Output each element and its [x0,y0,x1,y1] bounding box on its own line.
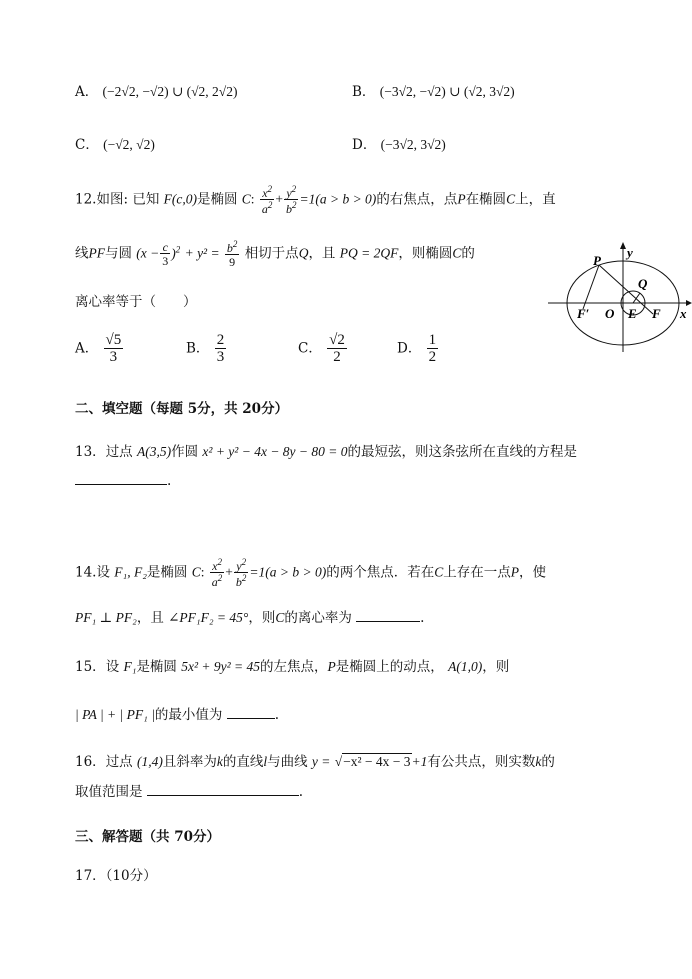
math: A(3,5) [136,444,172,459]
text: 是椭圆上的动点， [335,659,444,675]
fraction-y2-b2: $\frac{y^2}{b^2}$ [235,557,247,589]
math: F₁, F₂ [114,564,147,580]
text: 过点 [105,754,133,770]
text: 设 [96,564,110,581]
text: 的 [461,245,475,262]
text: 在椭圆 [465,191,507,208]
sqrt-expression: √−x² − 4x − 3 [334,754,411,769]
option-label: A． [75,84,99,100]
math: y = [311,754,331,769]
text: 的 [541,754,555,770]
math: l [263,754,268,769]
text: 是椭圆 [136,659,177,675]
text: ，则 [482,659,510,675]
text: 的直线 [222,754,264,770]
option-math: (−3√2, −√2) ∪ (√2, 3√2) [379,84,515,99]
q17-heading: 17．（10分） [75,868,157,884]
q11-option-b [352,80,515,100]
text: . [274,707,279,723]
vector-equation: PQ = 2QF [339,245,399,261]
q11-option-c [75,133,155,153]
text: 是椭圆 [146,564,188,581]
text: 的右焦点，点 [376,191,458,208]
text: 作圆 [171,444,199,460]
text: 是椭圆 [196,191,238,208]
x-axis-arrow [686,300,692,306]
section-2-heading: 二、填空题（每题 5分，共 20分） [75,401,289,417]
label-fprime: F′ [577,306,590,321]
math: Q [298,245,309,261]
fraction-x2-a2: $\frac{x^2}{a^2}$ [261,184,273,216]
math: k [535,754,542,769]
text: 上，直 [515,191,556,208]
label-y: y [627,245,633,260]
text: . [420,610,425,626]
text: 设 [105,659,120,675]
text: 过点 [105,444,133,460]
math: C [191,564,201,580]
math: C [275,610,285,625]
option-fraction: $\frac{2}{3}$ [216,332,225,365]
option-label: A． [75,340,99,357]
math: C [434,564,444,580]
option-fraction: $\frac{1}{2}$ [428,332,437,365]
fraction-c-3: $\frac{c}{3}$ [162,240,169,268]
label-q: Q [638,276,648,291]
option-label: D． [397,340,422,357]
math: PF₁ ⊥ PF₂ [75,610,137,625]
fraction-y2-b2: $\frac{y^2}{b^2}$ [285,184,297,216]
q12-option-c [298,333,348,365]
question-number: 14. [75,564,97,581]
math: 5x² + 9y² = 45 [181,659,261,674]
text: 有公共点，则实数 [427,754,536,770]
text: . [167,473,172,489]
math: (1,4) [136,754,163,769]
math: C [241,191,251,207]
fraction-x2-a2: $\frac{x^2}{a^2}$ [211,557,223,589]
text: ，且 [136,610,164,626]
math: PF [88,245,105,261]
q12-option-a [75,333,124,365]
label-e: E [628,306,637,321]
math: | PA | + | PF₁ | [75,707,155,722]
math: P [510,564,520,580]
text: . [298,784,304,800]
text: 相切于点 [244,245,299,262]
option-label: C． [298,340,322,357]
math: A(1,0) [448,659,483,674]
text: 的左焦点， [260,659,328,675]
q16-line-1 [75,750,555,770]
math: F(c,0) [163,191,197,207]
q14-line-2 [75,606,424,626]
text: ，使 [519,564,547,581]
text: 上存在一点 [443,564,511,581]
option-label: D． [352,137,377,153]
math: C [506,191,516,207]
math: ∠PF₁F₂ = 45° [168,610,249,625]
fraction-b2-9: $\frac{b^2}{9}$ [226,239,238,269]
text: 且斜率为 [162,754,217,770]
q13-line-1 [75,440,577,460]
text: 的最短弦，则这条弦所在直线的方程是 [347,444,578,460]
math: P [457,191,466,207]
text: 的两个焦点．若在 [326,564,435,581]
label-p: P [593,253,601,268]
math: =1(a > b > 0) [299,191,377,207]
math: P [327,659,336,674]
answer-blank[interactable] [147,783,299,796]
text: 如图: 已知 [96,191,160,208]
q12-line-1: 12.如图: 已知 F(c,0)是椭圆 C: $\frac{x^2}{a^2}$ + $\frac{y^2}{b^2}$ =1(a > b > 0)的右焦点，点P在椭圆C上，直 [75,184,556,216]
question-number: 15． [75,659,106,675]
question-number: 13． [75,444,106,460]
question-number: 12. [75,191,97,208]
answer-blank[interactable] [227,706,275,719]
question-number: 16． [75,754,106,770]
label-f: F [652,306,661,321]
text: ，则椭圆 [398,245,453,262]
y-axis-arrow [620,242,626,249]
q12-line-3 [75,290,197,310]
q12-option-d [397,333,439,365]
ellipse-figure [546,240,692,355]
option-label: B． [186,340,210,357]
text: 离心率等于（ ） [75,294,197,310]
q13-line-2 [75,472,171,489]
option-math: (−3√2, 3√2) [380,137,446,152]
label-o: O [605,306,615,321]
math: F₁ [123,659,137,674]
q11-option-a [75,80,237,100]
option-math: (−2√2, −√2) ∪ (√2, 2√2) [102,84,238,99]
option-fraction: $\frac{√5}{3}$ [105,332,122,365]
option-label: B． [352,84,376,100]
option-label: C． [75,137,99,153]
q12-line-2: 线PF与圆 (x − $\frac{c}{3}$ )$^2$ + y² = $\frac{b^2}{9}$ 相切于点Q，且 PQ = 2QF，则椭圆C的 [75,239,475,269]
label-x: x [680,306,687,321]
section-3-heading: 三、解答题（共 70分） [75,829,220,845]
math: =1(a > b > 0) [249,564,327,580]
text: 与圆 [105,245,132,262]
option-math: (−√2, √2) [103,137,155,152]
math: x² + y² − 4x − 8y − 80 = 0 [202,444,348,459]
text: ，且 [308,245,336,262]
text: ，则 [248,610,276,626]
text: 取值范围是 [75,784,143,800]
math: k [216,754,223,769]
q11-option-d [352,133,446,153]
math: C [452,245,462,261]
q12-option-b [186,333,227,365]
text: 线 [75,245,89,262]
math: +1 [411,754,428,769]
answer-blank[interactable] [75,472,167,485]
radicand: −x² − 4x − 3 [343,754,411,769]
q15-line-1 [75,655,509,675]
answer-blank[interactable] [356,609,420,622]
q14-line-1: 14.设 F₁, F₂是椭圆 C: $\frac{x^2}{a^2}$ + $\frac{y^2}{b^2}$ =1(a > b > 0)的两个焦点．若在C上存在一点P，使 [75,557,547,589]
text: 与曲线 [267,754,308,770]
q16-line-2 [75,780,303,800]
text: 的离心率为 [284,610,352,626]
option-fraction: $\frac{√2}{2}$ [329,332,345,365]
q15-line-2 [75,703,279,723]
text: 的最小值为 [154,707,223,723]
math: + y² = [184,245,220,261]
